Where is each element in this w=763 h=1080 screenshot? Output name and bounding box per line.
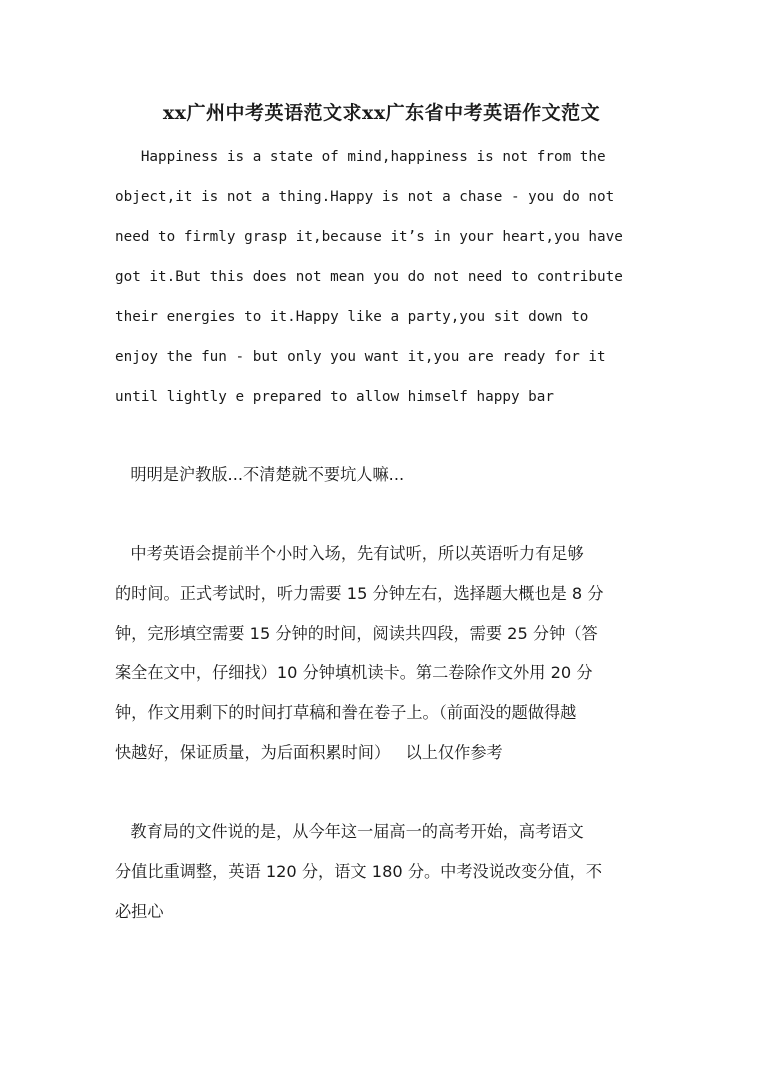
english-text-line: object,it is not a thing.Happy is not a chase - you do not (115, 189, 615, 205)
paragraph-4-line: 必担心 (115, 902, 164, 921)
english-text-line: their energies to it.Happy like a party,you sit down to (115, 309, 589, 325)
paragraph-3-line: 案全在文中，仔细找）10 分钟填机读卡。第二卷除作文外用 20 分 (115, 663, 593, 682)
paragraph-3-line: 钟，作文用剩下的时间打草稿和誊在卷子上。（前面没的题做得越 (115, 703, 577, 722)
paragraph-2-line: 明明是沪教版...不清楚就不要坑人嘛... (115, 465, 405, 484)
paragraph-3-line: 快越好，保证质量，为后面积累时间） 以上仅作参考 (115, 743, 503, 762)
english-text-line: got it.But this does not mean you do not need to contribute (115, 269, 623, 285)
paragraph-4-line: 教育局的文件说的是，从今年这一届高一的高考开始，高考语文 (115, 822, 584, 841)
document-title: xx广州中考英语范文求xx广东省中考英语作文范文 (162, 102, 601, 124)
paragraph-4-line: 分值比重调整，英语 120 分，语文 180 分。中考没说改变分值，不 (115, 862, 603, 881)
english-text-line: enjoy the fun - but only you want it,you are ready for it (115, 349, 606, 365)
english-text-line: need to firmly grasp it,because it’s in your heart,you have (115, 229, 623, 245)
english-text-line: Happiness is a state of mind,happiness is not from the (115, 149, 606, 165)
paragraph-3-line: 中考英语会提前半个小时入场，先有试听，所以英语听力有足够 (115, 544, 584, 563)
english-text-line: until lightly e prepared to allow himself happy bar (115, 389, 554, 405)
paragraph-3-line: 的时间。正式考试时，听力需要 15 分钟左右，选择题大概也是 8 分 (115, 584, 604, 603)
paragraph-3-line: 钟，完形填空需要 15 分钟的时间，阅读共四段，需要 25 分钟（答 (115, 624, 598, 643)
